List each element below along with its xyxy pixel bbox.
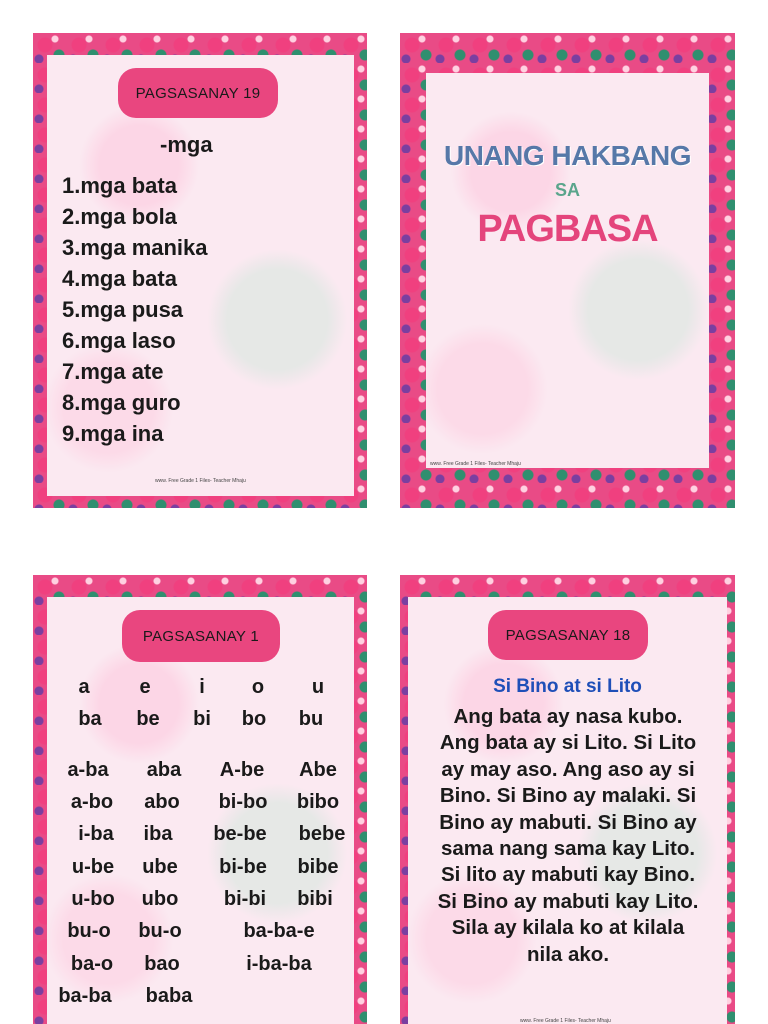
syllable-word: a-ba xyxy=(67,759,109,781)
story-line: Si lito ay mabuti kay Bino. xyxy=(440,863,696,887)
cover-title-line3: PAGBASA xyxy=(477,208,658,250)
whole-word: ubo xyxy=(141,888,179,910)
syllable-word: i-ba-ba xyxy=(246,953,312,975)
syllable-word: bi-bi xyxy=(223,888,267,910)
syllable: bu xyxy=(298,708,324,730)
syllable-word: bu-o xyxy=(67,920,111,942)
story-line: sama nang sama kay Lito. xyxy=(440,836,696,860)
syllable-word: ba-o xyxy=(70,953,114,975)
syllable: ba xyxy=(78,708,102,730)
whole-word: abo xyxy=(144,791,180,813)
story-line: Si Bino ay mabuti kay Lito. xyxy=(437,889,699,913)
list-item: 7.mga ate xyxy=(62,359,164,384)
story-title: Si Bino at si Lito xyxy=(493,676,642,697)
syllable: bi xyxy=(193,708,211,730)
whole-word: bibo xyxy=(296,791,340,813)
pagsasanay-badge: PAGSASANAY 1 xyxy=(122,610,280,662)
syllable-word: a-bo xyxy=(70,791,114,813)
vowel: o xyxy=(251,676,265,698)
list-item: 3.mga manika xyxy=(62,235,208,260)
whole-word: bibi xyxy=(297,888,333,910)
whole-word: bibe xyxy=(297,856,339,878)
cover-title-line2: SA xyxy=(554,180,580,200)
story-line: ay may aso. Ang aso ay si xyxy=(441,757,695,781)
list-item: 6.mga laso xyxy=(62,328,176,353)
syllable-word: i-ba xyxy=(78,823,114,845)
vowel: e xyxy=(139,676,151,698)
syllable-word: u-bo xyxy=(71,888,115,910)
story-text xyxy=(412,704,724,968)
story-line: nila ako. xyxy=(526,942,610,966)
syllable-word: A-be xyxy=(219,759,265,781)
list-item: 8.mga guro xyxy=(62,390,181,415)
lesson-subtitle: -mga xyxy=(160,132,213,157)
syllable: be xyxy=(136,708,160,730)
whole-word: iba xyxy=(143,823,173,845)
pagsasanay-badge: PAGSASANAY 18 xyxy=(488,610,648,660)
list-item: 1.mga bata xyxy=(62,173,177,198)
story-line: Ang bata ay si Lito. Si Lito xyxy=(439,731,697,755)
card-footer-credit: www. Free Grade 1 Files- Teacher Mhaju xyxy=(430,461,521,467)
story-line: Bino ay mabuti. Si Bino ay xyxy=(439,810,697,834)
list-item: 4.mga bata xyxy=(62,266,177,291)
list-item: 2.mga bola xyxy=(62,204,177,229)
syllable-word: bi-be xyxy=(219,856,267,878)
whole-word: bu-o xyxy=(138,920,182,942)
vowel: a xyxy=(78,676,90,698)
story-line: Ang bata ay nasa kubo. xyxy=(453,705,683,728)
pagsasanay-badge: PAGSASANAY 19 xyxy=(118,68,278,118)
story-line: Bino. Si Bino ay malaki. Si xyxy=(439,784,697,808)
cover-title-line1: UNANG HAKBANG xyxy=(443,140,692,171)
syllable-word: be-be xyxy=(213,823,267,845)
whole-word: bao xyxy=(144,953,180,975)
syllable-word: ba-ba-e xyxy=(243,920,315,942)
syllable: bo xyxy=(241,708,267,730)
syllable-word: u-be xyxy=(71,856,115,878)
list-item: 9.mga ina xyxy=(62,421,164,446)
vowel: i xyxy=(199,676,205,698)
syllable-word: ba-ba xyxy=(58,985,112,1007)
whole-word: Abe xyxy=(299,759,337,781)
list-item: 5.mga pusa xyxy=(62,297,184,322)
word-list xyxy=(62,170,208,449)
whole-word: bebe xyxy=(298,823,346,845)
whole-word: baba xyxy=(145,985,193,1007)
syllable-word: bi-bo xyxy=(218,791,268,813)
worksheet-card-cover xyxy=(400,33,735,508)
whole-word: ube xyxy=(142,856,178,878)
story-line: Sila ay kilala ko at kilala xyxy=(451,916,685,940)
card-footer-credit: www. Free Grade 1 Files- Teacher Mhaju xyxy=(520,1018,611,1024)
card-inner-panel xyxy=(426,73,709,468)
whole-word: aba xyxy=(146,759,182,781)
vowel: u xyxy=(311,676,325,698)
card-footer-credit: www. Free Grade 1 Files- Teacher Mhaju xyxy=(155,478,246,484)
